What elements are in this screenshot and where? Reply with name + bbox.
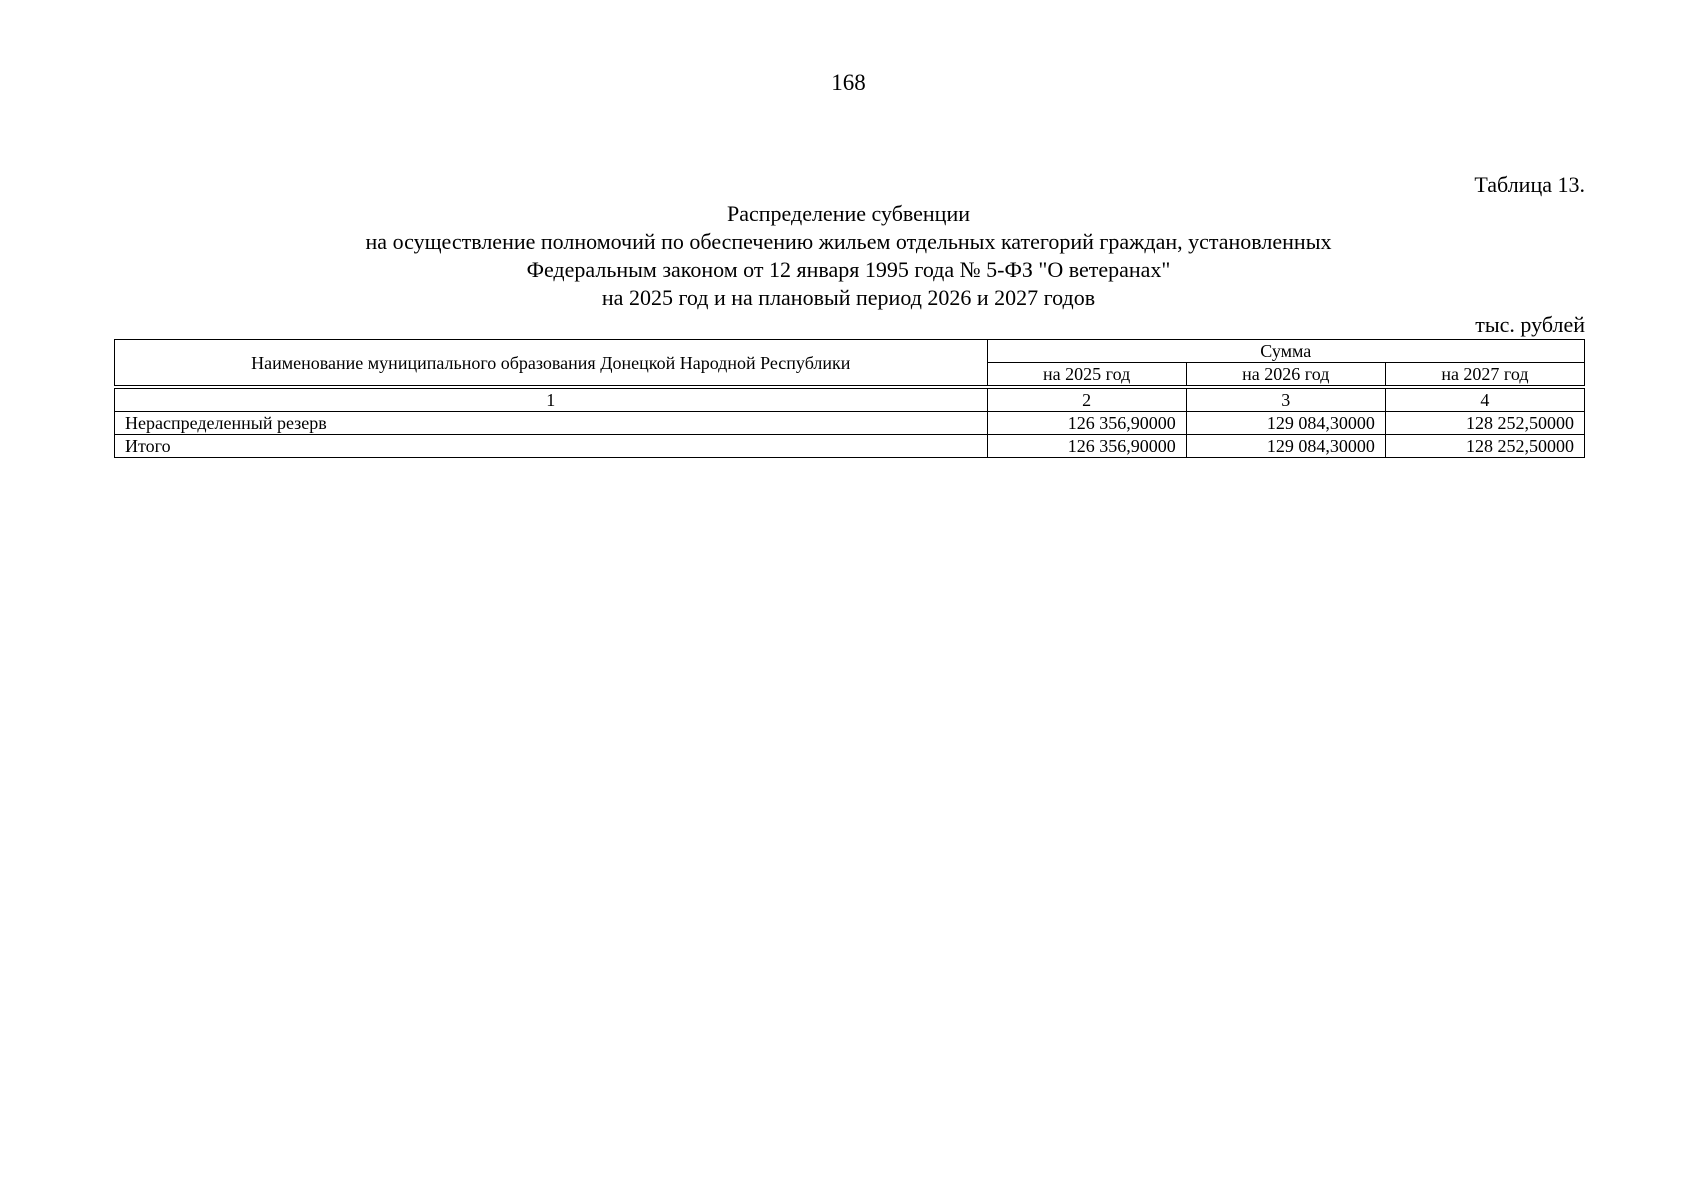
page-number: 168 [831,70,866,95]
header-year-2025: на 2025 год [987,363,1186,388]
header-sum: Сумма [987,340,1584,363]
row-value-2025: 126 356,90000 [987,412,1186,435]
row-value-2026: 129 084,30000 [1186,435,1385,458]
units-label: тыс. рублей [1475,312,1585,337]
table-row [115,412,1585,435]
column-index: 2 [987,387,1186,412]
table-caption: Таблица 13. [1474,172,1585,197]
row-name: Итого [115,435,988,458]
row-value-2025: 126 356,90000 [987,435,1186,458]
header-year-2027: на 2027 год [1385,363,1584,388]
column-index: 4 [1385,387,1584,412]
row-name: Нераспределенный резерв [115,412,988,435]
header-municipality-name: Наименование муниципального образования Донецкой Народной Республики [115,340,988,388]
row-value-2026: 129 084,30000 [1186,412,1385,435]
title-line: Распределение субвенции [726,201,971,226]
subvention-table [114,339,1585,458]
row-value-2027: 128 252,50000 [1385,435,1584,458]
column-index: 1 [115,387,988,412]
title-line: на 2025 год и на плановый период 2026 и 2027 годов [601,285,1096,310]
column-index-row [115,387,1585,412]
column-index: 3 [1186,387,1385,412]
document-title [0,200,1697,312]
title-line: Федеральным законом от 12 января 1995 года № 5-ФЗ "О ветеранах" [526,257,1171,282]
row-value-2027: 128 252,50000 [1385,412,1584,435]
table-header-row [115,340,1585,363]
title-line: на осуществление полномочий по обеспечению жильем отдельных категорий граждан, установленных [365,229,1332,254]
header-year-2026: на 2026 год [1186,363,1385,388]
table-row-total [115,435,1585,458]
